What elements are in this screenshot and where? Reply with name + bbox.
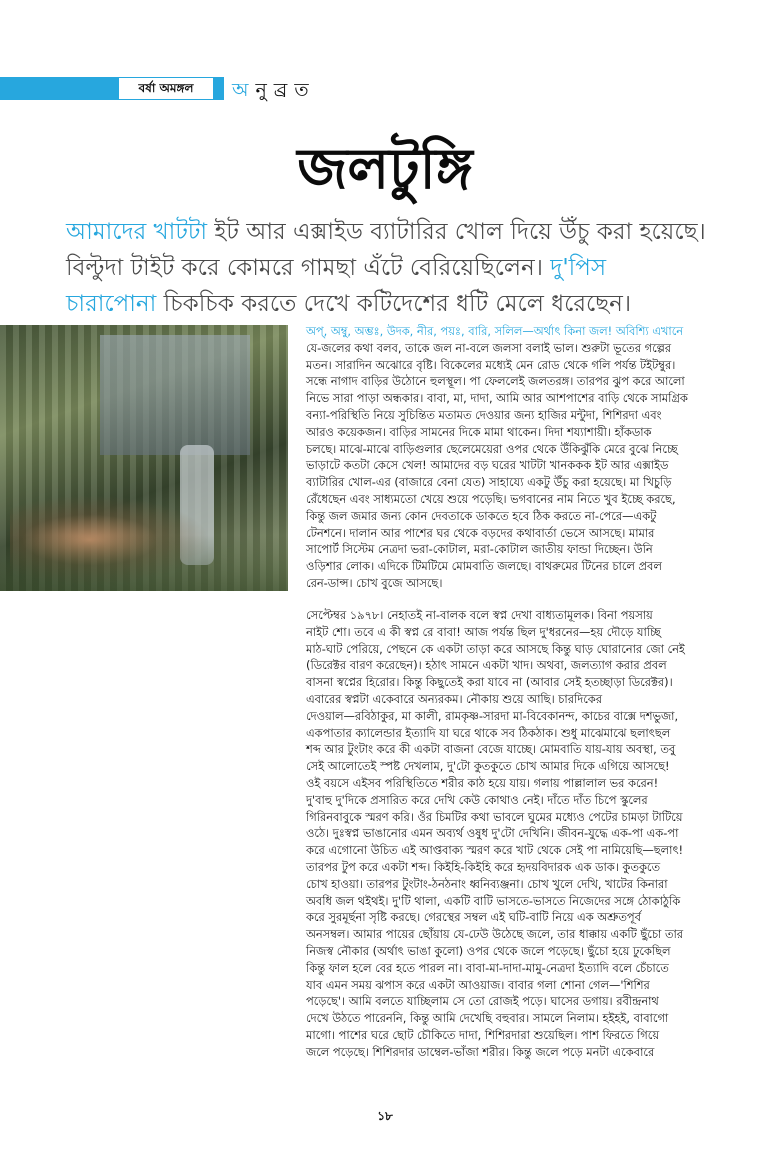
body-text-line: ভাড়াটে কতটা কেসে খেল! আমাদের বড় ঘরের খাটটা খানককক ইট আর এক্সাইড <box>306 458 669 473</box>
body-text-line: করে সুরমূর্ছনা সৃষ্টি করছে। গেরস্থের সম্বল এই ঘটি-বাটি নিয়ে এক অশ্রুতপূর্ব <box>306 910 641 925</box>
body-text-line: রেন-ডান্স। চোখ বুজে আসছে। <box>306 575 443 590</box>
flooded-room-photo <box>0 325 288 591</box>
body-text-line: অনসম্বল। আমার পায়ের ছোঁয়ায় যে-ঢেউ উঠেছে জলে, তার ধাক্কায় একটি ছুঁচো তার <box>306 927 684 942</box>
body-text-line: যে-জলের কথা বলব, তাকে জল না-বলে জলসা বলাই ভাল। শুরুটা ভূতের গল্পের <box>306 340 672 355</box>
body-lead-line: অপ্, অম্বু, অম্ভঃ, উদক, নীর, পয়ঃ, বারি, সলিল—অর্থাৎ কিনা জল! অবিশ্যি এখানে <box>306 324 684 338</box>
body-text-line: পড়েছে'। আমি বলতে যাচ্ছিলাম সে তো রোজই পড়ে। ঘাসের ডগায়। রবীন্দ্রনাথ <box>306 994 659 1009</box>
body-text-line: মাঠ-ঘাট পেরিয়ে, পেছনে কে একটা তাড়া করে আসছে কিন্তু ঘাড় ঘোরানোর জো নেই <box>306 641 685 656</box>
intro-line-1 <box>66 214 706 250</box>
body-text-line: শব্দ আর টুংটাং করে কী একটা বাজনা বেজে যাচ্ছে। মোমবাতি যায়-যায় অবস্থা, তবু <box>306 742 676 757</box>
body-text-line: এবারের স্বপ্নটা একেবারে অন্যরকম। নৌকায় শুয়ে আছি। চারদিকের <box>306 691 603 706</box>
body-lines-2 <box>306 607 706 1061</box>
body-text-line: আরও কয়েকজন। বাড়ির সামনের দিকে মামা থাকেন। দিদা শয্যাশায়ী। হাঁকডাক <box>306 424 652 439</box>
series-rest: নুব্রত <box>255 79 316 101</box>
body-text-line: ওড়িশার লোক। এদিকে টিমটিমে মোমবাতি জলছে। বাথরুমের টিনের চালে প্রবল <box>306 559 662 574</box>
body-text-line: গিরিনবাবুকে স্মরণ করি। ওঁর চিমটির কথা ভাবলে ঘুমের মধ্যেও পেটের চামড়া টাটিয়ে <box>306 809 683 824</box>
body-text-line: টেনশনে। দালান আর পাশের ঘর থেকে বড়দের কথাবার্তা ভেসে আসছে। মামার <box>306 525 655 540</box>
body-lines <box>306 340 706 592</box>
body-text-line: সাপোর্ট সিস্টেম নেত্রদা ভরা-কোটাল, মরা-কোটাল জাতীয় ফান্ডা দিচ্ছেন। উনি <box>306 542 653 557</box>
body-text-line: চলছে। মাঝে-মাঝে বাড়িগুলার ছেলেমেয়েরা ওপর থেকে উঁকিঝুঁকি মেরে বুঝে নিচ্ছে <box>306 441 678 456</box>
series-title <box>232 76 316 108</box>
body-text-line: একপাতার ক্যালেন্ডার ইত্যাদি যা ঘরে থাকে সব ঠিকঠাক। শুধু মাঝেমাঝে ছলাৎছল <box>306 725 671 740</box>
body-text-line: দু'বাহু দু'দিকে প্রসারিত করে দেখি কেউ কোথাও নেই। দাঁতে দাঁত চিপে স্কুলের <box>306 792 648 807</box>
intro-text-3: চিকচিক করতে দেখে কটিদেশের ধটি মেলে ধরেছেন। <box>156 291 632 317</box>
intro-line-2 <box>66 250 706 286</box>
body-text-line: সন্ধে নাগাদ বাড়ির উঠোনে হুলস্থূল। পা ফেললেই জলতরঙ্গ। তারপর ঝুপ করে আলো <box>306 374 685 389</box>
body-text-line: রেঁধেছেন এবং সাধ্যমতো খেয়ে শুয়ে পড়েছি। ভগবানের নাম নিতে খুব ইচ্ছে করছে, <box>306 491 676 506</box>
body-text-line: বন্যা-পরিস্থিতি নিয়ে সুচিন্তিত মতামত দেওয়ার জন্য হাজির মন্টুদা, শিশিরদা এবং <box>306 407 662 422</box>
article-title: জলটুঙ্গি <box>297 137 473 202</box>
body-text-line: (ডিরেক্টর বারণ করেছেন)। হঠাৎ সামনে একটা খাদ। অথবা, জলত্যাগ করার প্রবল <box>306 658 667 673</box>
body-text-line: ওই বয়সে এইসব পরিস্থিতিতে শরীর কাঠ হয়ে যায়। গলায় পাল্লালাল ভর করেন! <box>306 775 659 790</box>
photo-water-shade <box>0 535 288 591</box>
body-text-line: কিন্তু ফাল হলে বের হতে পারল না। বাবা-মা-দাদা-মামু-নেত্রদা ইত্যাদি বলে চেঁচাতে <box>306 960 669 975</box>
series-first-letter: অ <box>232 79 256 101</box>
body-text-line: মাগো। পাশের ঘরে ছোট চৌকিতে দাদা, শিশিরদারা শুয়েছিল। পাশ ফিরতে গিয়ে <box>306 1027 660 1042</box>
intro-highlight-2: দু'পিস <box>550 255 607 281</box>
intro-line-3 <box>66 286 706 322</box>
body-text-line: ব্যাটারির খোল-এর (বাজারে বেনা যেত) সাহায্যে একটু উঁচু করা হয়েছে। মা খিচুড়ি <box>306 475 672 490</box>
intro-highlight-1: আমাদের খাটটা <box>66 219 208 245</box>
body-text-line: নাইট শো। তবে এ কী স্বপ্ন রে বাবা! আজ পর্যন্ত ছিল দু'ধরনের—হয় দৌড়ে যাচ্ছি <box>306 624 661 639</box>
body-text-line: চোখ হাওয়া। তারপর টুংটাং-ঠনঠনাং ধ্বনিব্যঞ্জনা। চোখ খুলে দেখি, খাটের কিনারা <box>306 876 668 891</box>
intro-highlight-3: চারাপোনা <box>66 291 157 317</box>
body-text-line: সেপ্টেম্বর ১৯৭৮। নেহাতই না-বালক বলে স্বপ্ন দেখা বাধ্যতামূলক। বিনা পয়সায় <box>306 608 653 622</box>
body-text-line: যাব এমন সময় ঝপাস করে একটা আওয়াজ। বাবার গলা শোনা গেল—'শিশির <box>306 977 650 992</box>
photo-window-reflection <box>100 335 250 455</box>
section-bar <box>0 77 224 100</box>
body-text-line: করে এগোনো উচিত এই আপ্তবাক্য স্মরণ করে খাট থেকে সেই পা নামিয়েছি—ছলাৎ! <box>306 843 684 858</box>
intro-paragraph <box>66 214 706 322</box>
body-column-top <box>306 323 706 592</box>
body-text-line: অবধি জল থইথই। দু'টি থালা, একটি বাটি ভাসতে-ভাসতে নিজেদের সঙ্গে ঠোকাঠুকি <box>306 893 681 908</box>
body-text-line: সেই আলোতেই স্পষ্ট দেখলাম, দু'টো কুতকুতে চোখ আমার দিকে এগিয়ে আসছে! <box>306 759 670 774</box>
body-text-line: জলে পড়েছে। শিশিরদার ডাম্বেল-ভাঁজা শরীর। কিন্তু জলে পড়ে মনটা একেবারে <box>306 1044 655 1059</box>
page-number: ১৮ <box>377 1109 393 1123</box>
intro-text-2: বিল্টুদা টাইট করে কোমরে গামছা এঁটে বেরিয়েছিলেন। <box>66 255 551 281</box>
body-text-line: নিভে সারা পাড়া অন্ধকার। বাবা, মা, দাদা, আমি আর আশপাশের বাড়ি থেকে সামগ্রিক <box>306 391 688 406</box>
body-text-line: নিজস্ব নৌকার (অর্থাৎ ভাঙা কুলো) ওপর থেকে জলে পড়েছে। ছুঁচো হয়ে ঢুকেছিল <box>306 943 671 958</box>
intro-text-1: ইট আর এক্সাইড ব্যাটারির খোল দিয়ে উঁচু করা হয়েছে। <box>207 219 706 245</box>
body-text-line: বাসনা স্বপ্নের হিরোর। কিন্তু কিছুতেই করা যাবে না (আবার সেই হতচ্ছাড়া ডিরেক্টর)। <box>306 675 673 690</box>
body-text-line: কিন্তু জল জমার জন্য কোন দেবতাকে ডাকতে হবে ঠিক করতে না-পেরে—একটু <box>306 508 657 523</box>
body-column-bottom <box>306 607 706 1061</box>
section-tag: বর্ষা অমঙ্গল <box>118 77 214 100</box>
body-text-line: দেখে উঠতে পারেননি, কিন্তু আমি দেখেছি বহুবার। সামলে নিলাম। হইহই, বাবাগো <box>306 1011 669 1026</box>
body-text-line: দেওয়াল—রবিঠাকুর, মা কালী, রামকৃষ্ণ-সারদা মা-বিবেকানন্দ, কাচের বাক্সে দশভুজা, <box>306 708 679 723</box>
body-text-line: তারপর টুপ করে একটা শব্দ। কিইহি-কিইহি করে হৃদয়বিদারক এক ডাক। কুতকুতে <box>306 859 661 874</box>
body-text-line: ওঠে। দুঃস্বপ্ন ভাঙানোর এমন অব্যর্থ ওষুধ দু'টো দেখিনি। জীবন-যুদ্ধে এক-পা এক-পা <box>306 826 679 841</box>
body-text-line: মতন। সারাদিন অঝোরে বৃষ্টি। বিকেলের মধ্যেই মেন রোড থেকে গলি পর্যন্ত টইটম্বুর। <box>306 357 676 372</box>
